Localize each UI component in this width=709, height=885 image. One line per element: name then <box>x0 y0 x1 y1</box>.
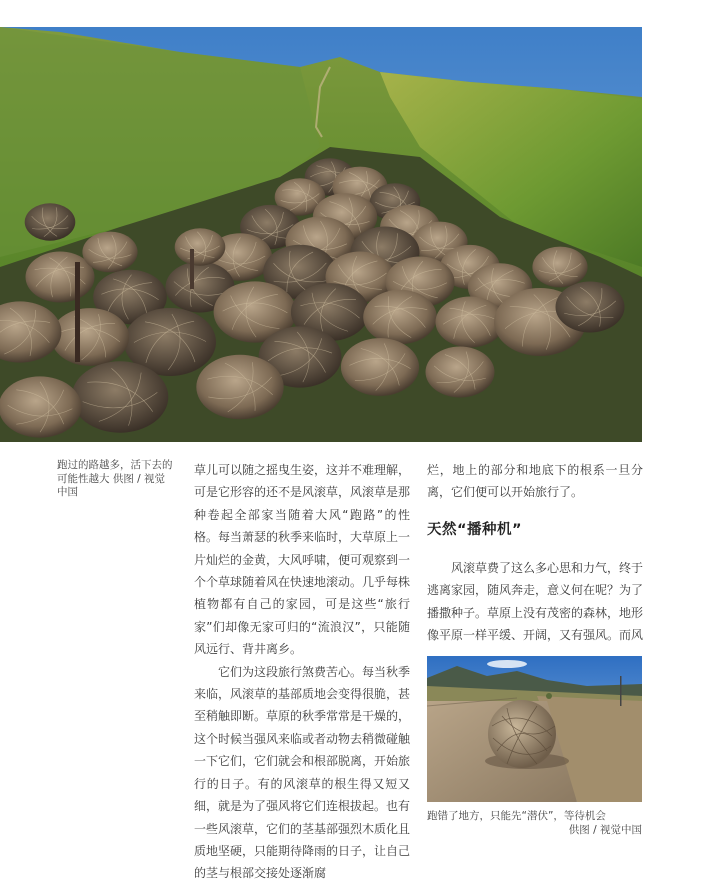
paragraph: 草儿可以随之摇曳生姿，这并不难理解，可是它形容的还不是风滚草，风滚草是那种卷起全部家当随着大风“跑路”的性格。每当萧瑟的秋季来临时，大草原上一片灿烂的金黄，大风呼啸，便可观察到一个个草球随着风在快速地滚动。几乎每株植物都有自己的家园，可是这些“旅行家”们却像无家可归的“流浪汉”，只能随风远行、背井离乡。 <box>194 463 411 657</box>
tumbleweed <box>72 361 169 432</box>
caption-bottom: 跑错了地方，只能先“潜伏”，等待机会 <box>427 810 606 822</box>
article-column-right <box>427 459 643 504</box>
road-photo <box>427 656 642 802</box>
tumbleweed-hillside-image <box>0 27 642 442</box>
tumbleweed <box>51 308 129 366</box>
tumbleweed-road-image <box>427 656 642 802</box>
tumbleweed <box>196 355 283 420</box>
tumbleweed <box>488 700 556 768</box>
paragraph: 烂，地上的部分和地底下的根系一旦分离，它们便可以开始旅行了。 <box>427 463 643 500</box>
tumbleweed <box>25 203 76 240</box>
tumbleweed <box>0 376 81 437</box>
article-column-middle <box>194 459 410 885</box>
tumbleweed <box>556 282 625 333</box>
tumbleweed <box>26 252 95 303</box>
hero-photo <box>0 27 642 442</box>
tumbleweed <box>363 290 437 344</box>
article-column-right-continued <box>427 557 643 647</box>
paragraph: 它们为这段旅行煞费苦心。每当秋季来临，风滚草的基部质地会变得很脆，甚至稍触即断。草原的秋季常常是干燥的，这个时候当强风来临或者动物去稍微碰触一下它们，它们就会和根部脱离，开始旅行的日子。有的风滚草的根生得又短又细，就是为了强风将它们连根拔起。也有一些风滚草，它们的茎基部强烈木质化且质地坚硬，只能期待降雨的日子，让自己的茎与根部交接处逐渐腐 <box>194 664 411 881</box>
caption-top: 跑过的路越多，活下去的可能性越大 供图 / 视觉中国 <box>57 459 173 498</box>
tumbleweed <box>426 347 495 398</box>
tumbleweed <box>532 247 587 288</box>
caption-bottom-credit: 供图 / 视觉中国 <box>568 824 642 836</box>
section-heading: 天然“播种机” <box>427 522 523 538</box>
paragraph: 风滚草费了这么多心思和力气，终于逃离家园，随风奔走，意义何在呢？为了播撒种子。草原上没有茂密的森林，地形像平原一样平缓、开阔，又有强风。而风 <box>427 561 644 643</box>
